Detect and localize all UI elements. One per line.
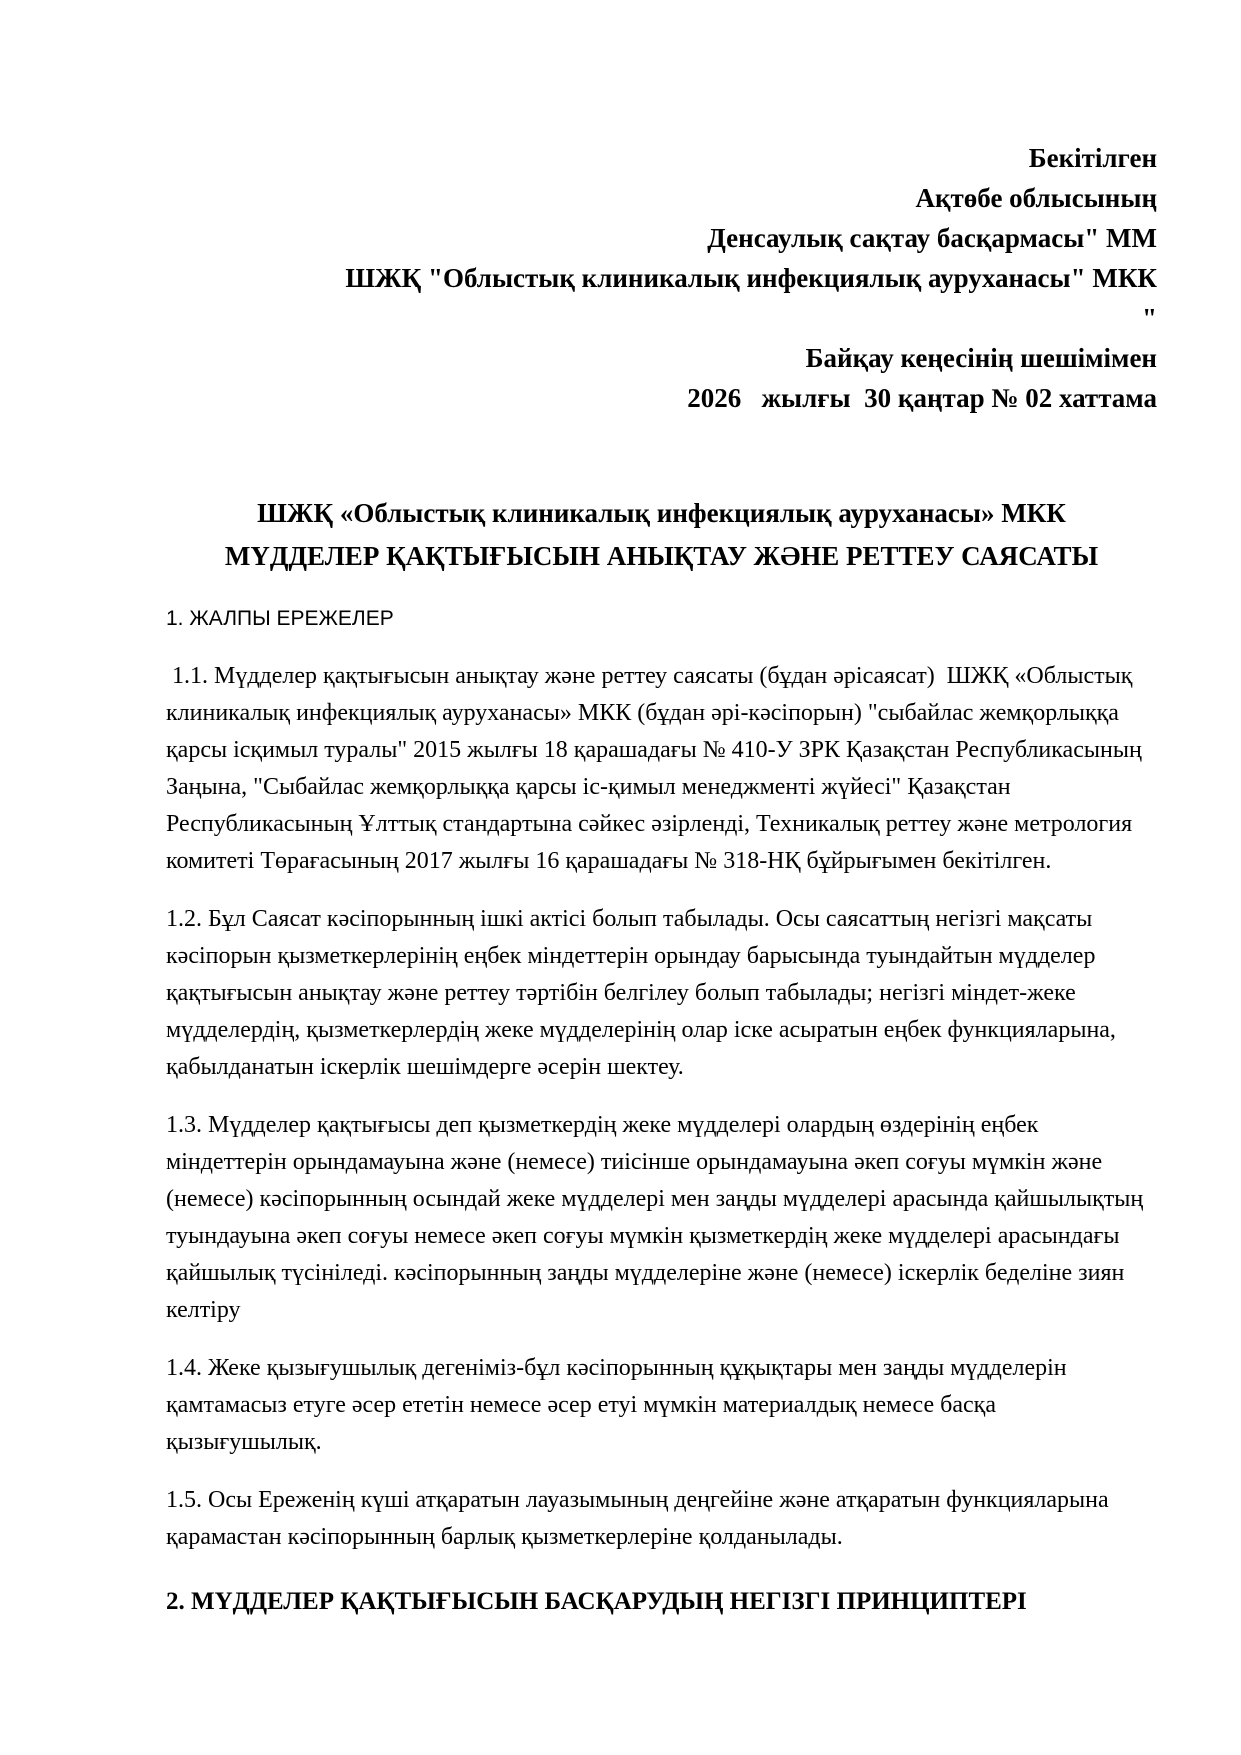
approval-line: Ақтөбе облысының (915, 183, 1157, 213)
paragraph: 1.4. Жеке қызығушылық дегеніміз-бұл кәсіпорынның құқықтары мен заңды мүдделерін қамтамасыз етуге әсер ететін немесе әсер етуі мүмкін материалдық немесе басқа қызығушылық. (166, 1355, 1073, 1455)
paragraph: 1.2. Бұл Саясат кәсіпорынның ішкі актісі болып табылады. Осы саясаттың негізгі мақсаты кәсіпорын қызметкерлерінің еңбек міндеттерін орындау барысында туындайтын мүдделер қақтығысын анықтау және реттеу тәртібін белгілеу болып табылады; негізгі міндет-жеке мүдделердің, қызметкерлердің жеке мүдделерінің олар іске асыратын еңбек функцияларына, қабылданатын іскерлік шешімдерге әсерін шектеу. (166, 906, 1122, 1080)
approval-line: " (1142, 303, 1157, 333)
paragraph: 1.1. Мүдделер қақтығысын анықтау және реттеу саясаты (бұдан әрісаясат) ШЖҚ «Облыстық клиникалық инфекциялық ауруханасы» МКК (бұдан әрі-кәсіпорын) "сыбайлас жемқорлыққа қарсы ісқимыл туралы" 2015 жылғы 18 қарашадағы № 410-У ЗРК Қазақстан Республикасының Заңына, "Сыбайлас жемқорлыққа қарсы іс-қимыл менеджменті жүйесі" Қазақстан Республикасының Ұлттық стандартына сәйкес әзірленді, Техникалық реттеу және метрология комитеті Төрағасының 2017 жылғы 16 қарашадағы № 318-НҚ бұйрығымен бекітілген. (166, 663, 1148, 874)
section-1-heading: 1. ЖАЛПЫ ЕРЕЖЕЛЕР (166, 607, 394, 630)
document-title (166, 492, 1157, 578)
document-title-line-1: ШЖҚ «Облыстық клиникалық инфекциялық ауруханасы» МКК (257, 498, 1066, 528)
document-title-line-2: МҮДДЕЛЕР ҚАҚТЫҒЫСЫН АНЫҚТАУ ЖӘНЕ РЕТТЕУ САЯСАТЫ (224, 541, 1099, 571)
approval-line: Байқау кеңесінің шешімімен (805, 343, 1157, 373)
paragraph: 1.3. Мүдделер қақтығысы деп қызметкердің жеке мүдделері олардың өздерінің еңбек міндеттерін орындамауына және (немесе) тиісінше орындамауына әкеп соғуы мүмкін және (немесе) кәсіпорынның осындай жеке мүдделері мен заңды мүдделері арасында қайшылықтың туындауына әкеп соғуы немесе әкеп соғуы мүмкін қызметкердің жеке мүдделері арасындағы қайшылық түсініледі. кәсіпорынның заңды мүдделеріне және (немесе) іскерлік беделіне зиян келтіру (166, 1112, 1150, 1323)
approval-line: Денсаулық сақтау басқармасы" ММ (707, 223, 1157, 253)
approval-line: ШЖҚ "Облыстық клиникалық инфекциялық ауруханасы" МКК (345, 263, 1157, 293)
paragraph: 1.5. Осы Ереженің күші атқаратын лауазымының деңгейіне және атқаратын функцияларына қарамастан кәсіпорынның барлық қызметкерлеріне қолданылады. (166, 1487, 1115, 1550)
section-1-paragraphs (166, 658, 1157, 1556)
section-2-heading: 2. МҮДДЕЛЕР ҚАҚТЫҒЫСЫН БАСҚАРУДЫҢ НЕГІЗГІ ПРИНЦИПТЕРІ (166, 1588, 1027, 1615)
approval-line: 2026 жылғы 30 қаңтар № 02 хаттама (687, 383, 1157, 413)
approval-block (166, 138, 1157, 418)
approval-line: Бекітілген (1028, 143, 1157, 173)
